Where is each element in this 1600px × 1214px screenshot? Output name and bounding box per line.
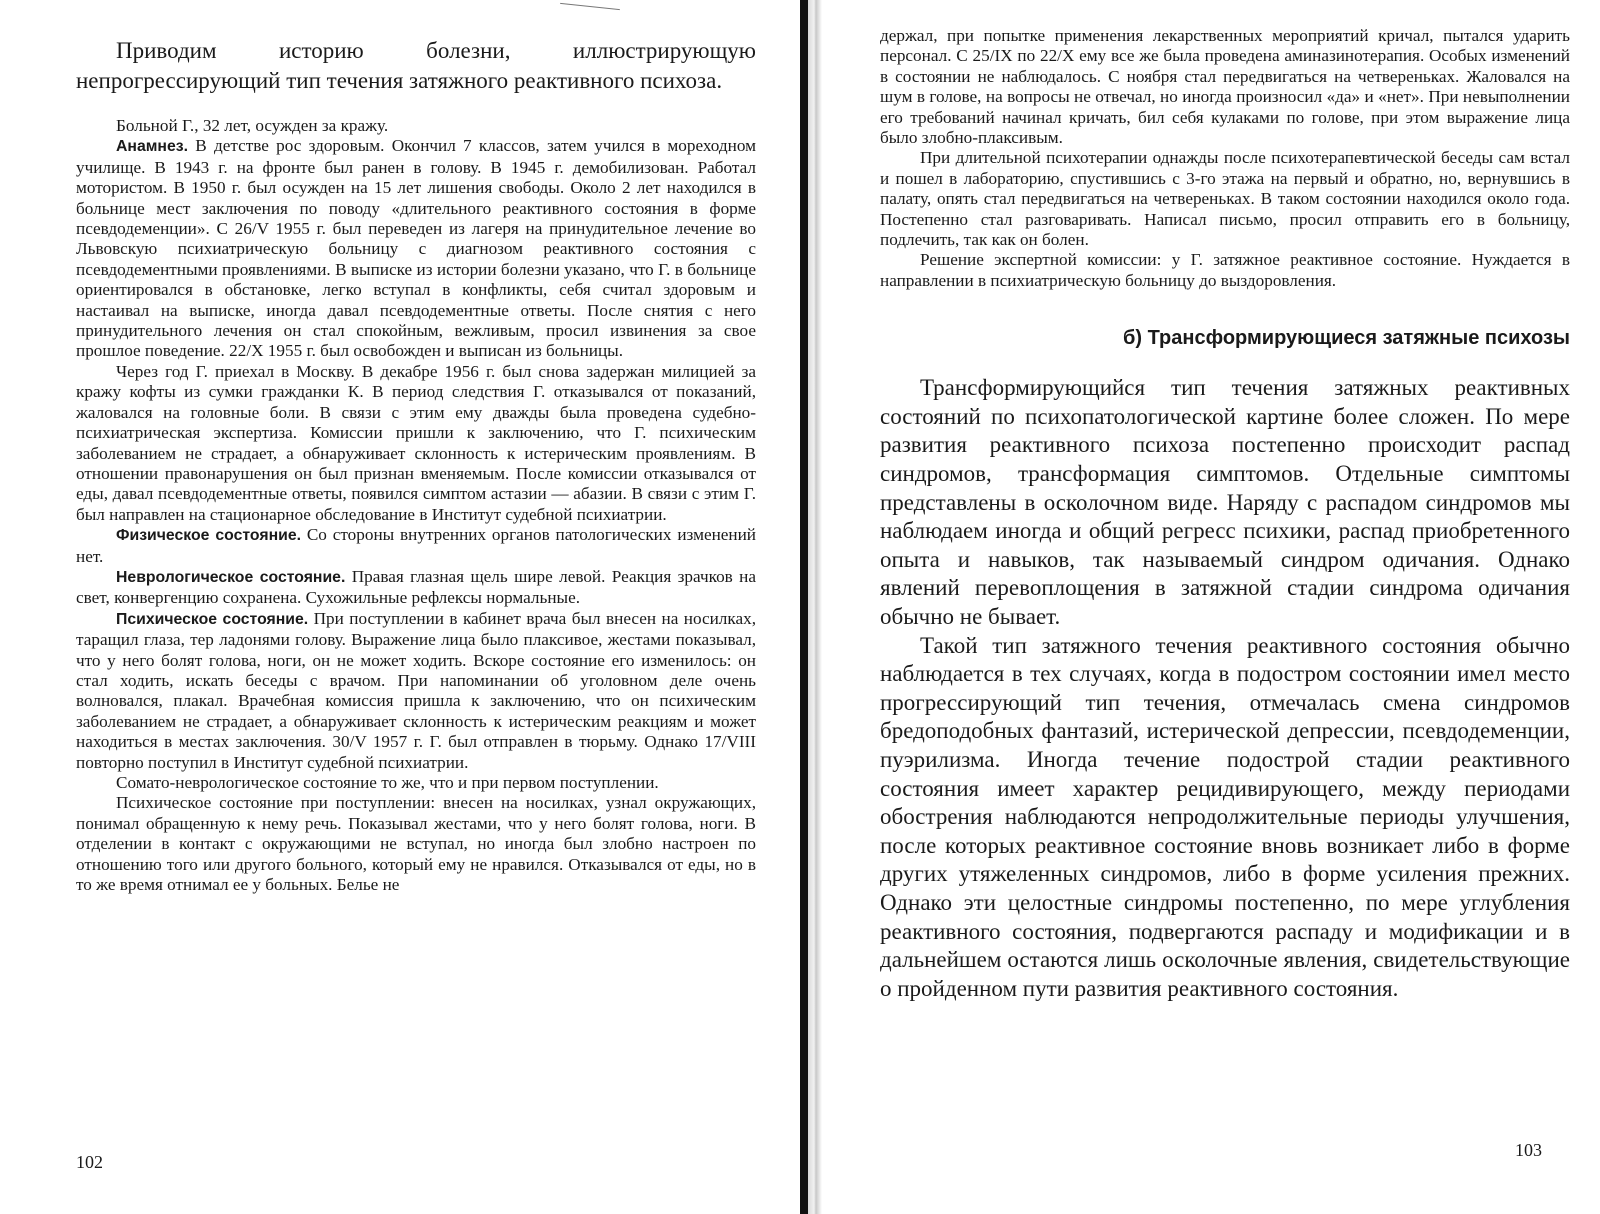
physical-label: Физическое состояние.	[116, 527, 301, 545]
psych-admission-paragraph: Психическое состояние при поступлении: внесен на носилках, узнал окружающих, понимал обращенную к нему речь. Показывал жестами, что у него болят голова, ноги. В отделении в контакт с окружающими не вступал, но иногда был злобно настроен по отношению того или другого больного, который ему не нравился. Отказывался от еды, но в то же время отнимал ее у больных. Белье не	[76, 793, 756, 895]
book-gutter	[800, 0, 822, 1214]
somato-paragraph: Сомато-неврологическое состояние то же, что и при первом поступлении.	[116, 773, 659, 792]
neuro-label: Неврологическое состояние.	[116, 568, 346, 586]
physical-text: Со стороны внутренних органов патологических изменений нет.	[76, 525, 756, 566]
page-number-right: 103	[1515, 1140, 1542, 1160]
anamnesis-label: Анамнез.	[116, 138, 188, 156]
neuro-text: Правая глазная щель шире левой. Реакция зрачков на свет, конвергенцию сохранена. Сухожильные рефлексы нормальные.	[76, 566, 756, 608]
large-paragraph-2: Такой тип затяжного течения реактивного состояния обычно наблюдается в тех случаях, когда в подостром состоянии имел место прогрессирующий тип течения, отмечалась смена синдромов бредоподобных фантазий, истерической депрессии, псевдодеменции, пуэрилизма. Иногда течение подострой стадии реактивного состояния имеет характер рецидивирующего, между периодами обострения наблюдаются непродолжительные периоды улучшения, после которых реактивное состояние вновь возникает либо в форме других утяжеленных синдромов, либо в форме усиления прежних. Однако эти целостные синдромы постепенно, по мере углубления реактивного состояния, подвергаются распаду и модификации и в дальнейшем остаются лишь осколочные явления, свидетельствующие о пройденном пути развития реактивного состояния.	[880, 632, 1570, 1001]
neuro-paragraph	[76, 567, 756, 609]
anamnesis-paragraph	[76, 136, 756, 361]
psych-paragraph	[76, 609, 756, 773]
section-heading: б) Трансформирующиеся затяжные психозы	[1123, 327, 1570, 350]
physical-paragraph	[76, 525, 756, 567]
intro-paragraph: Приводим историю болезни, иллюстрирующую непрогрессирующий тип течения затяжного реактивного психоза.	[76, 38, 756, 93]
page-number-left: 102	[76, 1152, 103, 1172]
psychotherapy-paragraph: При длительной психотерапии однажды после психотерапевтической беседы сам встал и пошел в лабораторию, спустившись с 3-го этажа на первый и обратно, но, вернувшись в палату, опять стал передвигаться на четвереньках. В таком состоянии находился около года. Постепенно стал разговаривать. Написал письмо, просил отправить его в больницу, подлечить, так как он болен.	[880, 148, 1570, 250]
anamnesis-text: В детстве рос здоровым. Окончил 7 классов, затем учился в мореходном училище. В 1943 г. на фронте был ранен в голову. В 1945 г. демобилизован. Работал мотористом. В 1950 г. был осужден на 15 лет лишения свободы. Около 2 лет находился в больнице мест заключения по поводу «длительного реактивного состояния в форме псевдодеменции». С 26/V 1955 г. был переведен из лагеря на принудительное лечение во Львовскую психиатрическую больницу с диагнозом реактивного состояния с псевдодементными проявлениями. В выписке из истории болезни указано, что Г. в больнице ориентировался в обстановке, легко вступал в конфликты, себя считал здоровым и настаивал на выписке, иногда давал псевдодементные ответы. После снятия с него принудительного лечения он стал спокойным, вежливым, просил извинения за свое прошлое поведение. 22/X 1955 г. был освобожден и выписан из больницы.	[76, 136, 756, 361]
moscow-paragraph: Через год Г. приехал в Москву. В декабре 1956 г. был снова задержан милицией за кражу кофты из сумки гражданки К. В период следствия Г. отказывался от показаний, жаловался на головные боли. В связи с этим ему дважды была проведена судебно-психиатрическая экспертиза. Комиссии пришли к заключению, что Г. психическим заболеванием не страдает, а обнаруживает склонность к истерическим проявлениям. В отношении правонарушения он был признан вменяемым. После комиссии отказывался от еды, давал псевдодементные ответы, появился симптом астазии — абазии. В связи с этим Г. был направлен на стационарное обследование в Институт судебной психиатрии.	[76, 361, 756, 524]
psych-label: Психическое состояние.	[116, 610, 309, 628]
large-paragraph-1: Трансформирующийся тип течения затяжных реактивных состояний по психопатологической картине более сложен. По мере развития реактивного психоза постепенно происходит распад синдромов, трансформация симптомов. Отдельные симптомы представлены в осколочном виде. Наряду с распадом синдромов мы наблюдаем иногда и общий регресс психики, распад приобретенного опыта и навыков, так называемый синдром одичания. Однако явлений перевоплощения в затяжной стадии синдрома одичания обычно не бывает.	[880, 375, 1570, 630]
psych-text: При поступлении в кабинет врача был внесен на носилках, таращил глаза, тер ладонями голову. Выражение лица было плаксивое, жестами показывал, что у него болят голова, ноги, он не может ходить. Вскоре состояние его изменилось: он стал ходить, искать беседы с врачом. При напоминании об уголовном деле очень волновался, плакал. Врачебная комиссия пришла к заключению, что он психическим заболеванием не страдает, а обнаруживает склонность к истерическим реакциям и может находиться в местах заключения. 30/V 1957 г. Г. был отправлен в тюрьму. Однако 17/VIII повторно поступил в Институт судебной психиатрии.	[76, 608, 756, 772]
patient-line: Больной Г., 32 лет, осужден за кражу.	[116, 116, 389, 135]
continued-paragraph: держал, при попытке применения лекарственных мероприятий кричал, пытался ударить персонал. С 25/IX по 22/X ему все же была проведена аминазинотерапия. Особых изменений в состоянии не наблюдалось. С ноября стал передвигаться на четвереньках. Жаловался на шум в голове, на вопросы не отвечал, но иногда произносил «да» и «нет». При невыполнении его требований начинал кричать, бил себя кулаками по голове, при этом выражение лица было злобно-плаксивым.	[880, 26, 1570, 148]
decision-paragraph: Решение экспертной комиссии: у Г. затяжное реактивное состояние. Нуждается в направлении в психиатрическую больницу до выздоровления.	[880, 250, 1570, 290]
right-page	[820, 0, 1600, 1214]
